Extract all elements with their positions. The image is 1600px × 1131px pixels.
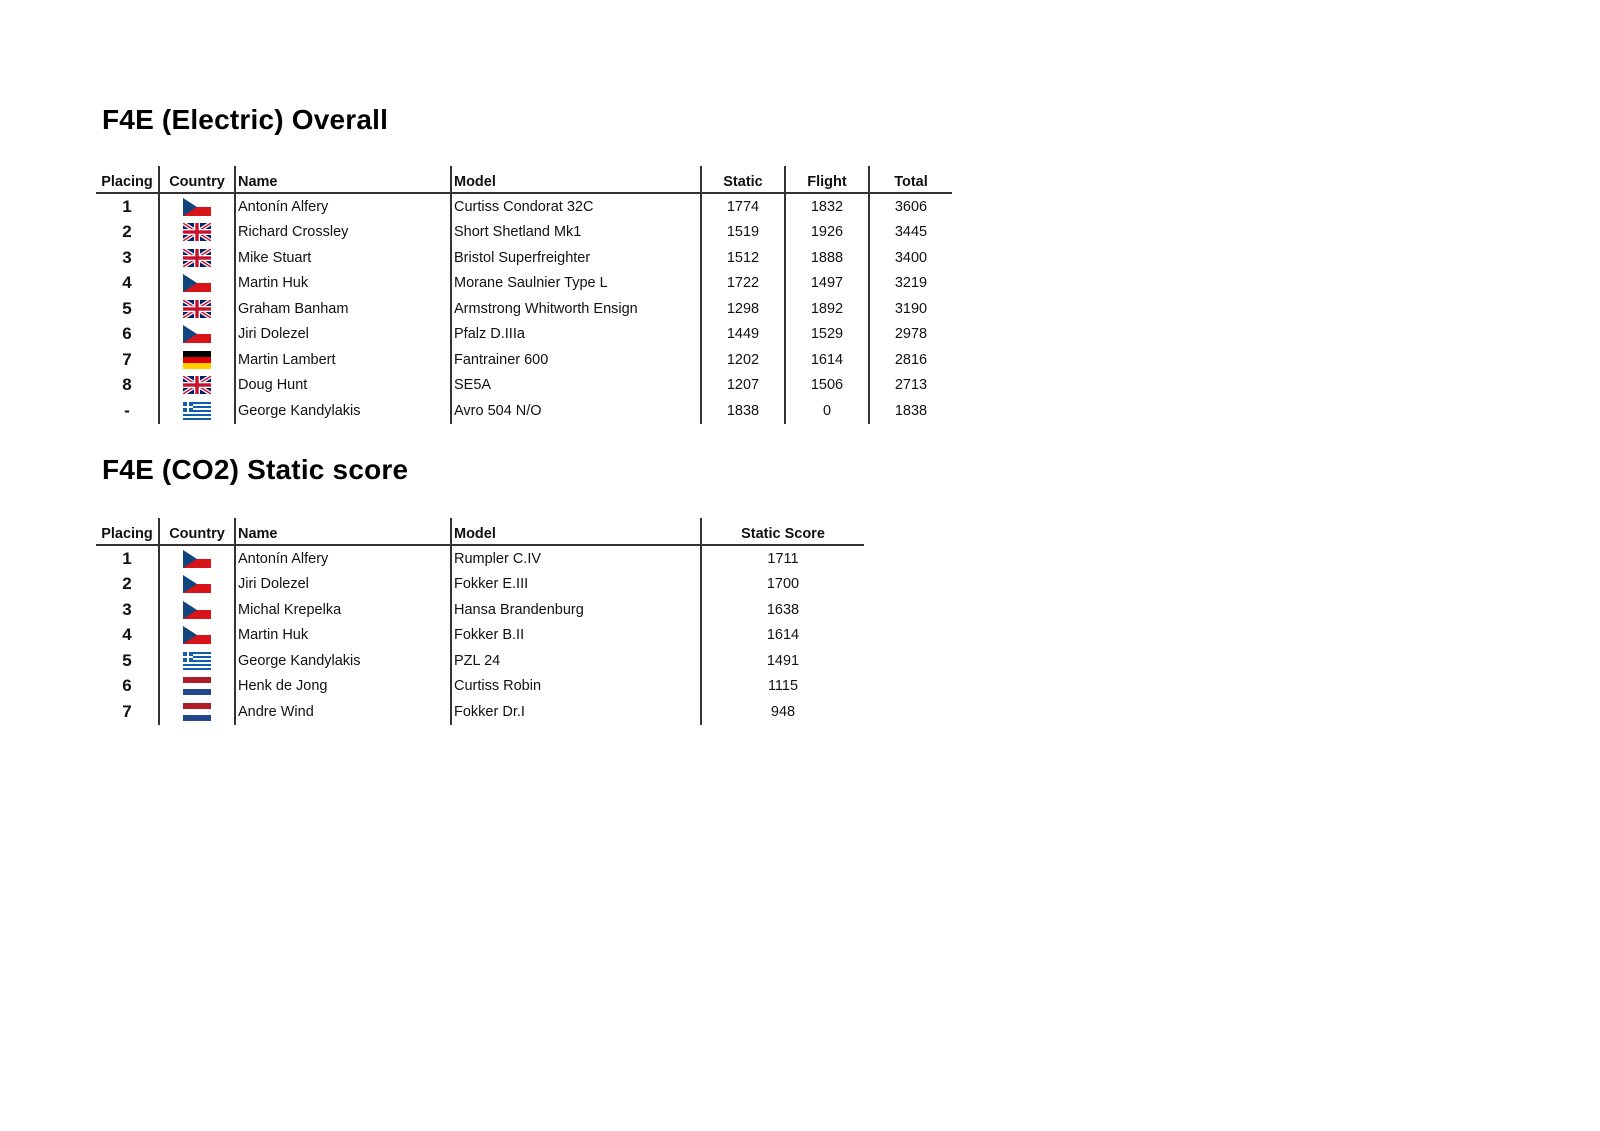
model-cell: Fokker E.III xyxy=(451,572,701,598)
header-country: Country xyxy=(159,518,235,545)
model-cell: Pfalz D.IIIa xyxy=(451,322,701,348)
name-cell: Antonín Alfery xyxy=(235,193,451,220)
name-cell: Michal Krepelka xyxy=(235,597,451,623)
table-row xyxy=(96,623,864,649)
static-cell: 1202 xyxy=(701,347,785,373)
country-cell xyxy=(159,699,235,725)
table-row xyxy=(96,296,952,322)
placing-cell: 6 xyxy=(122,676,132,696)
model-cell: Bristol Superfreighter xyxy=(451,245,701,271)
model-cell: Curtiss Robin xyxy=(451,674,701,700)
name-cell: Martin Huk xyxy=(235,271,451,297)
section-title-electric: F4E (Electric) Overall xyxy=(102,104,389,135)
total-cell: 3445 xyxy=(869,220,952,246)
static-cell: 1774 xyxy=(701,193,785,220)
flight-cell: 1529 xyxy=(785,322,869,348)
total-cell: 2978 xyxy=(869,322,952,348)
name-cell: George Kandylakis xyxy=(235,398,451,424)
placing-cell: 1 xyxy=(122,196,132,216)
static-cell: 1512 xyxy=(701,245,785,271)
static-score-cell: 948 xyxy=(701,699,864,725)
static-cell: 1519 xyxy=(701,220,785,246)
placing-cell: 5 xyxy=(122,650,132,670)
placing-cell: 7 xyxy=(122,701,132,721)
uk-flag-icon xyxy=(183,376,211,394)
header-placing: Placing xyxy=(96,518,159,545)
cz-flag-icon xyxy=(183,550,211,568)
table-row xyxy=(96,193,952,220)
cz-flag-icon xyxy=(183,601,211,619)
name-cell: George Kandylakis xyxy=(235,648,451,674)
header-country: Country xyxy=(159,166,235,193)
country-cell xyxy=(159,398,235,424)
static-score-cell: 1638 xyxy=(701,597,864,623)
model-cell: Curtiss Condorat 32C xyxy=(451,193,701,220)
name-cell: Martin Lambert xyxy=(235,347,451,373)
cz-flag-icon xyxy=(183,274,211,292)
static-cell: 1298 xyxy=(701,296,785,322)
cz-flag-icon xyxy=(183,198,211,216)
table-row xyxy=(96,398,952,424)
nl-flag-icon xyxy=(183,677,211,695)
table-row xyxy=(96,674,864,700)
placing-cell: 5 xyxy=(122,298,132,318)
total-cell: 3606 xyxy=(869,193,952,220)
country-cell xyxy=(159,674,235,700)
cz-flag-icon xyxy=(183,325,211,343)
gr-flag-icon xyxy=(183,652,211,670)
model-cell: Avro 504 N/O xyxy=(451,398,701,424)
table-row xyxy=(96,271,952,297)
nl-flag-icon xyxy=(183,703,211,721)
placing-cell: - xyxy=(124,400,130,420)
total-cell: 3219 xyxy=(869,271,952,297)
country-cell xyxy=(159,322,235,348)
co2-static-table xyxy=(96,518,864,725)
country-cell xyxy=(159,220,235,246)
header-name: Name xyxy=(235,518,451,545)
table-row xyxy=(96,572,864,598)
country-cell xyxy=(159,271,235,297)
table-row xyxy=(96,597,864,623)
name-cell: Antonín Alfery xyxy=(235,545,451,572)
header-model: Model xyxy=(451,166,701,193)
model-cell: Armstrong Whitworth Ensign xyxy=(451,296,701,322)
static-cell: 1449 xyxy=(701,322,785,348)
electric-results-table xyxy=(96,166,952,424)
static-score-cell: 1700 xyxy=(701,572,864,598)
model-cell: Short Shetland Mk1 xyxy=(451,220,701,246)
country-cell xyxy=(159,623,235,649)
table-row xyxy=(96,373,952,399)
static-score-cell: 1491 xyxy=(701,648,864,674)
de-flag-icon xyxy=(183,351,211,369)
table-header-row xyxy=(96,518,864,545)
header-flight: Flight xyxy=(785,166,869,193)
static-score-cell: 1711 xyxy=(701,545,864,572)
total-cell: 3400 xyxy=(869,245,952,271)
cz-flag-icon xyxy=(183,626,211,644)
name-cell: Doug Hunt xyxy=(235,373,451,399)
flight-cell: 1497 xyxy=(785,271,869,297)
placing-cell: 2 xyxy=(122,222,132,242)
placing-cell: 3 xyxy=(122,599,132,619)
name-cell: Jiri Dolezel xyxy=(235,322,451,348)
name-cell: Andre Wind xyxy=(235,699,451,725)
table-row xyxy=(96,347,952,373)
total-cell: 1838 xyxy=(869,398,952,424)
header-placing: Placing xyxy=(96,166,159,193)
header-static-score: Static Score xyxy=(701,518,864,545)
static-cell: 1207 xyxy=(701,373,785,399)
name-cell: Graham Banham xyxy=(235,296,451,322)
model-cell: Rumpler C.IV xyxy=(451,545,701,572)
flight-cell: 1926 xyxy=(785,220,869,246)
flight-cell: 1614 xyxy=(785,347,869,373)
section-title-co2: F4E (CO2) Static score xyxy=(102,454,409,485)
flight-cell: 0 xyxy=(785,398,869,424)
country-cell xyxy=(159,545,235,572)
country-cell xyxy=(159,245,235,271)
name-cell: Richard Crossley xyxy=(235,220,451,246)
header-total: Total xyxy=(869,166,952,193)
total-cell: 2713 xyxy=(869,373,952,399)
total-cell: 3190 xyxy=(869,296,952,322)
table-row xyxy=(96,545,864,572)
country-cell xyxy=(159,296,235,322)
header-static: Static xyxy=(701,166,785,193)
static-score-cell: 1614 xyxy=(701,623,864,649)
placing-cell: 8 xyxy=(122,375,132,395)
placing-cell: 6 xyxy=(122,324,132,344)
placing-cell: 1 xyxy=(122,548,132,568)
cz-flag-icon xyxy=(183,575,211,593)
placing-cell: 4 xyxy=(122,273,132,293)
table-row xyxy=(96,322,952,348)
placing-cell: 3 xyxy=(122,247,132,267)
table-row xyxy=(96,648,864,674)
placing-cell: 2 xyxy=(122,574,132,594)
placing-cell: 4 xyxy=(122,625,132,645)
static-score-cell: 1115 xyxy=(701,674,864,700)
name-cell: Jiri Dolezel xyxy=(235,572,451,598)
table-row xyxy=(96,220,952,246)
model-cell: SE5A xyxy=(451,373,701,399)
total-cell: 2816 xyxy=(869,347,952,373)
gr-flag-icon xyxy=(183,402,211,420)
static-cell: 1722 xyxy=(701,271,785,297)
flight-cell: 1506 xyxy=(785,373,869,399)
model-cell: PZL 24 xyxy=(451,648,701,674)
table-row xyxy=(96,245,952,271)
country-cell xyxy=(159,572,235,598)
model-cell: Fokker B.II xyxy=(451,623,701,649)
uk-flag-icon xyxy=(183,300,211,318)
flight-cell: 1888 xyxy=(785,245,869,271)
uk-flag-icon xyxy=(183,223,211,241)
name-cell: Mike Stuart xyxy=(235,245,451,271)
table-header-row xyxy=(96,166,952,193)
static-cell: 1838 xyxy=(701,398,785,424)
header-model: Model xyxy=(451,518,701,545)
model-cell: Fantrainer 600 xyxy=(451,347,701,373)
country-cell xyxy=(159,373,235,399)
name-cell: Martin Huk xyxy=(235,623,451,649)
flight-cell: 1892 xyxy=(785,296,869,322)
header-name: Name xyxy=(235,166,451,193)
name-cell: Henk de Jong xyxy=(235,674,451,700)
table-row xyxy=(96,699,864,725)
flight-cell: 1832 xyxy=(785,193,869,220)
model-cell: Fokker Dr.I xyxy=(451,699,701,725)
country-cell xyxy=(159,347,235,373)
model-cell: Morane Saulnier Type L xyxy=(451,271,701,297)
country-cell xyxy=(159,597,235,623)
placing-cell: 7 xyxy=(122,349,132,369)
model-cell: Hansa Brandenburg xyxy=(451,597,701,623)
country-cell xyxy=(159,193,235,220)
uk-flag-icon xyxy=(183,249,211,267)
country-cell xyxy=(159,648,235,674)
